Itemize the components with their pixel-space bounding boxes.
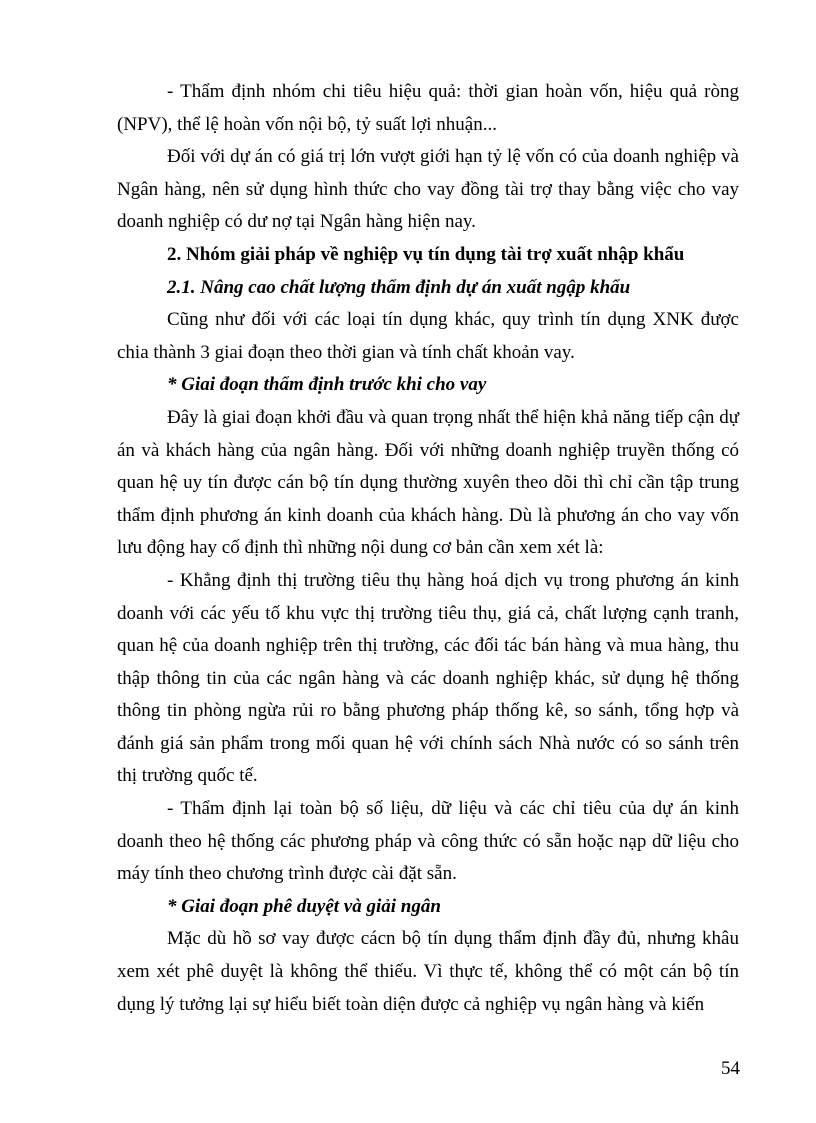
subsection-heading-2-1: 2.1. Nâng cao chất lượng thẩm định dự án xuất ngập khẩu [167,276,631,298]
paragraph-market-assessment: - Khẳng định thị trường tiêu thụ hàng hoá dịch vụ trong phương án kinh doanh với các yếu tố khu vực thị trường tiêu thụ, giá cả, chất lượng cạnh tranh, quan hệ của doanh nghiệp trên thị trường, các đối tác bán hàng và mua hàng, thu thập thông tin của các ngân hàng và các doanh nghiệp khác, sử dụng hệ thống thông tin phòng ngừa rủi ro bằng phương pháp thống kê, so sánh, tổng hợp và đánh giá sản phẩm trong mối quan hệ với chính sách Nhà nước có so sánh trên thị trường quốc tế. [117,569,739,787]
document-body [117,76,739,1021]
section-heading-2: 2. Nhóm giải pháp về nghiệp vụ tín dụng tài trợ xuất nhập khẩu [167,243,685,265]
stage-heading-appraisal: * Giai đoạn thẩm định trước khi cho vay [167,374,487,396]
page-number: 54 [721,1058,740,1079]
paragraph-efficiency-criteria: - Thẩm định nhóm chi tiêu hiệu quả: thời gian hoàn vốn, hiệu quả ròng (NPV), thể lệ hoàn vốn nội bộ, tỷ suất lợi nhuận... [117,81,739,135]
paragraph-appraisal-stage: Đây là giai đoạn khởi đầu và quan trọng nhất thể hiện khả năng tiếp cận dự án và khách hàng của ngân hàng. Đối với những doanh nghiệp truyền thống có quan hệ uy tín được cán bộ tín dụng thường xuyên theo dõi thì chỉ cần tập trung thẩm định phương án kinh doanh của khách hàng. Dù là phương án cho vay vốn lưu động hay cố định thì những nội dung cơ bản cần xem xét là: [117,406,739,559]
paragraph-approval-stage: Mặc dù hồ sơ vay được cácn bộ tín dụng thẩm định đầy đủ, nhưng khâu xem xét phê duyệt là không thể thiếu. Vì thực tế, không thể có một cán bộ tín dụng lý tưởng lại sự hiểu biết toàn diện được cả nghiệp vụ ngân hàng và kiến [117,928,739,1015]
stage-heading-approval: * Giai đoạn phê duyệt và giải ngân [167,895,441,917]
paragraph-data-reappraisal: - Thẩm định lại toàn bộ số liệu, dữ liệu và các chỉ tiêu của dự án kinh doanh theo hệ thống các phương pháp và công thức có sẵn hoặc nạp dữ liệu cho máy tính theo chương trình được cài đặt sẵn. [117,798,739,885]
paragraph-credit-process: Cũng như đối với các loại tín dụng khác, quy trình tín dụng XNK được chia thành 3 giai đoạn theo thời gian và tính chất khoản vay. [117,309,739,363]
paragraph-co-financing: Đối với dự án có giá trị lớn vượt giới hạn tỷ lệ vốn có của doanh nghiệp và Ngân hàng, nên sử dụng hình thức cho vay đồng tài trợ thay bằng việc cho vay doanh nghiệp có dư nợ tại Ngân hàng hiện nay. [117,146,739,233]
